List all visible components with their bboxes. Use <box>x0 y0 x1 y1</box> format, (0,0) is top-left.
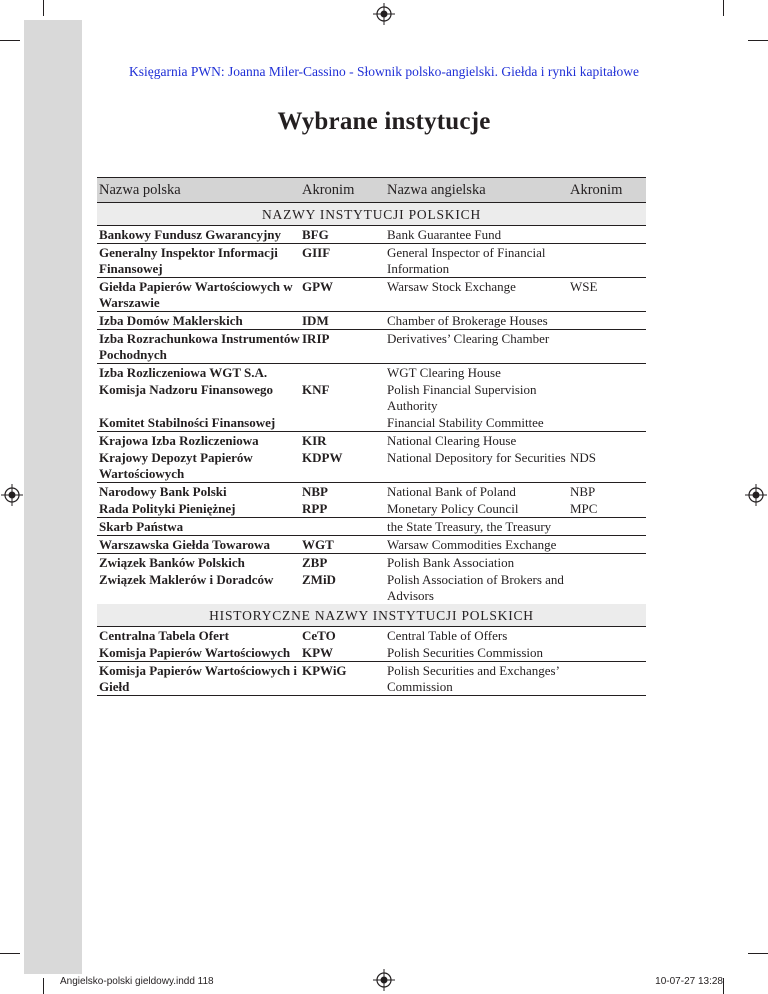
polish-acronym-cell: RPP <box>302 501 328 516</box>
table-row <box>97 243 646 277</box>
page-title: Wybrane instytucje <box>277 108 491 135</box>
polish-name-cell: Generalny Inspektor Informacji Finansowej <box>99 245 278 276</box>
table-row <box>97 627 646 644</box>
english-name-cell: General Inspector of Financial Information <box>387 245 546 276</box>
table-row <box>97 644 646 661</box>
table-row <box>97 381 646 414</box>
english-name-cell: Bank Guarantee Fund <box>387 227 502 242</box>
english-acronym-cell <box>570 628 646 644</box>
col-header-english-name: Nazwa angielska <box>387 181 486 198</box>
col-header-polish-acronym: Akronim <box>302 181 355 198</box>
english-acronym-cell: NDS <box>570 450 597 465</box>
running-head-link[interactable]: Księgarnia PWN: Joanna Miler-Cassino - Słownik polsko-angielski. Giełda i rynki kapitałowe <box>128 64 639 79</box>
polish-name-cell: Skarb Państwa <box>99 519 184 534</box>
table-row <box>97 661 646 695</box>
table-row <box>97 500 646 517</box>
polish-name-cell: Związek Banków Polskich <box>99 555 245 570</box>
table-bottom-rule <box>97 695 646 696</box>
polish-acronym-cell: BFG <box>302 227 329 242</box>
english-acronym-cell <box>570 382 646 414</box>
polish-acronym-cell: GPW <box>302 279 334 294</box>
english-acronym-cell <box>570 331 646 363</box>
polish-name-cell: Izba Rozrachunkowa Instrumentów Pochodnych <box>99 331 300 362</box>
english-acronym-cell <box>570 227 646 243</box>
english-name-cell: National Depository for Securities <box>387 450 566 465</box>
english-name-cell: Derivatives’ Clearing Chamber <box>387 331 550 346</box>
table-row <box>97 571 646 604</box>
english-name-cell: Polish Association of Brokers and Advisors <box>387 572 564 603</box>
english-name-cell: Polish Bank Association <box>387 555 515 570</box>
section-heading: HISTORYCZNE NAZWY INSTYTUCJI POLSKICH <box>97 604 646 627</box>
crop-mark <box>0 953 20 954</box>
polish-acronym-cell <box>302 519 387 535</box>
english-acronym-cell: MPC <box>570 501 598 516</box>
english-name-cell: WGT Clearing House <box>387 365 501 380</box>
section-heading: NAZWY INSTYTUCJI POLSKICH <box>97 203 646 226</box>
table-row <box>97 329 646 363</box>
polish-name-cell: Rada Polityki Pieniężnej <box>99 501 236 516</box>
english-acronym-cell <box>570 537 646 553</box>
table-row <box>97 553 646 571</box>
crop-mark <box>748 40 768 41</box>
polish-name-cell: Bankowy Fundusz Gwarancyjny <box>99 227 282 242</box>
polish-acronym-cell: KIR <box>302 433 327 448</box>
english-acronym-cell: NBP <box>570 484 596 499</box>
table-row <box>97 414 646 431</box>
english-acronym-cell <box>570 365 646 381</box>
table-body <box>97 203 646 696</box>
crop-mark <box>0 40 20 41</box>
english-name-cell: Monetary Policy Council <box>387 501 519 516</box>
polish-name-cell: Centralna Tabela Ofert <box>99 628 229 643</box>
polish-acronym-cell: KPW <box>302 645 334 660</box>
polish-acronym-cell: KDPW <box>302 450 343 465</box>
crop-mark <box>723 978 724 994</box>
english-acronym-cell <box>570 433 646 449</box>
english-acronym-cell <box>570 415 646 431</box>
english-name-cell: Warsaw Commodities Exchange <box>387 537 557 552</box>
table-row <box>97 431 646 449</box>
english-acronym-cell <box>570 519 646 535</box>
polish-name-cell: Komisja Nadzoru Finansowego <box>99 382 274 397</box>
polish-name-cell: Izba Domów Maklerskich <box>99 313 243 328</box>
registration-mark-icon <box>373 969 395 991</box>
english-name-cell: Warsaw Stock Exchange <box>387 279 516 294</box>
table-header <box>97 177 646 203</box>
polish-name-cell: Krajowa Izba Rozliczeniowa <box>99 433 259 448</box>
english-name-cell: Chamber of Brokerage Houses <box>387 313 548 328</box>
polish-name-cell: Izba Rozliczeniowa WGT S.A. <box>99 365 268 380</box>
col-header-polish-name: Nazwa polska <box>99 181 181 198</box>
table-row <box>97 363 646 381</box>
english-name-cell: Polish Financial Supervision Authority <box>387 382 537 413</box>
polish-name-cell: Narodowy Bank Polski <box>99 484 227 499</box>
english-acronym-cell <box>570 645 646 661</box>
polish-acronym-cell <box>302 365 387 381</box>
footer-file-info: Angielsko-polski gieldowy.indd 118 <box>60 976 214 987</box>
institutions-table <box>97 177 646 696</box>
table-row <box>97 517 646 535</box>
english-acronym-cell <box>570 313 646 329</box>
table-row <box>97 226 646 243</box>
polish-acronym-cell: WGT <box>302 537 334 552</box>
polish-acronym-cell: NBP <box>302 484 328 499</box>
polish-name-cell: Giełda Papierów Wartościowych w Warszawie <box>99 279 293 310</box>
registration-mark-icon <box>745 484 767 506</box>
registration-mark-icon <box>1 484 23 506</box>
english-acronym-cell <box>570 663 646 695</box>
crop-mark <box>723 0 724 16</box>
english-name-cell: Central Table of Offers <box>387 628 508 643</box>
polish-acronym-cell: ZMiD <box>302 572 336 587</box>
table-row <box>97 482 646 500</box>
margin-gray-strip <box>24 20 82 974</box>
polish-acronym-cell: GIIF <box>302 245 331 260</box>
english-name-cell: Polish Securities and Exchanges’ Commission <box>387 663 559 694</box>
col-header-english-acronym: Akronim <box>570 181 623 198</box>
english-name-cell: Polish Securities Commission <box>387 645 544 660</box>
polish-name-cell: Warszawska Giełda Towarowa <box>99 537 270 552</box>
polish-acronym-cell: ZBP <box>302 555 328 570</box>
crop-mark <box>748 953 768 954</box>
polish-name-cell: Krajowy Depozyt Papierów Wartościowych <box>99 450 253 481</box>
english-name-cell: the State Treasury, the Treasury <box>387 519 552 534</box>
registration-mark-icon <box>373 3 395 25</box>
polish-name-cell: Komisja Papierów Wartościowych <box>99 645 291 660</box>
english-acronym-cell: WSE <box>570 279 598 294</box>
table-row <box>97 311 646 329</box>
polish-acronym-cell: KPWiG <box>302 663 347 678</box>
english-acronym-cell <box>570 572 646 604</box>
table-row <box>97 449 646 482</box>
polish-acronym-cell: IRIP <box>302 331 330 346</box>
polish-name-cell: Komitet Stabilności Finansowej <box>99 415 276 430</box>
crop-mark <box>43 978 44 994</box>
polish-acronym-cell: CeTO <box>302 628 336 643</box>
table-row <box>97 535 646 553</box>
english-name-cell: National Bank of Poland <box>387 484 516 499</box>
english-acronym-cell <box>570 555 646 571</box>
english-acronym-cell <box>570 245 646 277</box>
english-name-cell: Financial Stability Committee <box>387 415 544 430</box>
english-name-cell: National Clearing House <box>387 433 517 448</box>
footer-timestamp: 10-07-27 13:28 <box>655 976 723 987</box>
polish-acronym-cell: KNF <box>302 382 330 397</box>
polish-acronym-cell <box>302 415 387 431</box>
polish-name-cell: Komisja Papierów Wartościowych i Giełd <box>99 663 297 694</box>
crop-mark <box>43 0 44 16</box>
polish-name-cell: Związek Maklerów i Doradców <box>99 572 274 587</box>
polish-acronym-cell: IDM <box>302 313 329 328</box>
table-row <box>97 277 646 311</box>
